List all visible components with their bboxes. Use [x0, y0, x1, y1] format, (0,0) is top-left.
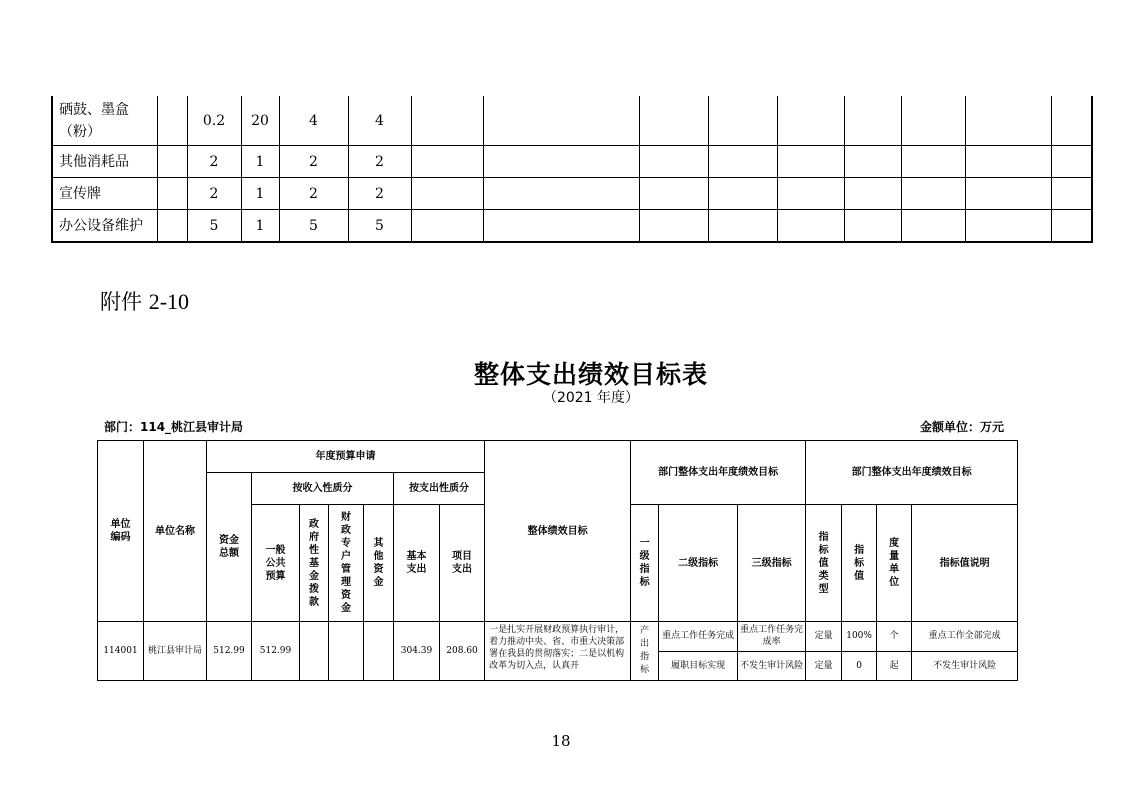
total-amount: 512.99 — [207, 622, 252, 681]
table-row: 114001 桃江县审计局 512.99 512.99 304.39 208.60 一是扎实开展财政预算执行审计，着力推动中央、省、市重大决策部署在我县的贯彻落实；二是以机构改革为切入点，认真开 产出指标 重点工作任务完成 重点工作任务完成率 定量 100% 个 重点工作全部完成 — [98, 622, 1018, 652]
page-number: 18 — [551, 732, 571, 750]
header-special: 财政专户管理资金 — [329, 505, 364, 622]
general-amount: 512.99 — [252, 622, 300, 681]
basic-amount: 304.39 — [394, 622, 440, 681]
table-row: 硒鼓、墨盒（粉） 0.2 20 4 4 — [52, 96, 1092, 146]
item-name: 硒鼓、墨盒（粉） — [52, 96, 157, 146]
header-unit-code: 单位编码 — [98, 441, 144, 622]
header-value: 指标值 — [842, 505, 877, 622]
table-row: 宣传牌 2 1 2 2 — [52, 178, 1092, 210]
table-row: 其他消耗品 2 1 2 2 — [52, 146, 1092, 178]
attachment-label: 附件 2-10 — [100, 289, 190, 314]
header-level3: 三级指标 — [738, 505, 806, 622]
header-measure: 度量单位 — [877, 505, 912, 622]
continuation-table — [51, 96, 1093, 243]
header-dept-goal: 部门整体支出年度绩效目标 — [806, 441, 1018, 505]
header-dept-goal: 部门整体支出年度绩效目标 — [631, 441, 806, 505]
unit-name: 桃江县审计局 — [144, 622, 207, 681]
header-value-type: 指标值类型 — [806, 505, 842, 622]
header-by-income: 按收入性质分 — [252, 473, 394, 505]
header-budget-apply: 年度预算申请 — [207, 441, 485, 473]
project-amount: 208.60 — [440, 622, 485, 681]
amount-unit-label: 金额单位：万元 — [920, 420, 1005, 434]
header-unit-name: 单位名称 — [144, 441, 207, 622]
item-name: 宣传牌 — [52, 178, 157, 210]
table-row: 办公设备维护 5 1 5 5 — [52, 210, 1092, 243]
header-level1: 一级指标 — [631, 505, 659, 622]
header-other: 其他资金 — [364, 505, 394, 622]
header-overall-goal: 整体绩效目标 — [485, 441, 631, 622]
header-gov-fund: 政府性基金拨款 — [300, 505, 329, 622]
table-row: 履职目标实现 不发生审计风险 定量 0 起 不发生审计风险 — [98, 651, 1018, 681]
header-desc: 指标值说明 — [912, 505, 1018, 622]
department-label: 部门：114_桃江县审计局 — [104, 420, 244, 434]
item-name: 其他消耗品 — [52, 146, 157, 178]
overall-goal-text: 一是扎实开展财政预算执行审计，着力推动中央、省、市重大决策部署在我县的贯彻落实；二是以机构改革为切入点，认真开 — [485, 622, 631, 681]
level1-value: 产出指标 — [631, 622, 659, 681]
page-title: 整体支出绩效目标表 — [473, 360, 708, 389]
header-total: 资金总额 — [207, 473, 252, 622]
performance-goal-table — [97, 440, 1018, 681]
unit-code: 114001 — [98, 622, 144, 681]
page-subtitle: （2021 年度） — [542, 390, 640, 406]
header-row — [98, 441, 1018, 473]
header-by-expense: 按支出性质分 — [394, 473, 485, 505]
item-name: 办公设备维护 — [52, 210, 157, 243]
header-level2: 二级指标 — [659, 505, 738, 622]
header-basic: 基本支出 — [394, 505, 440, 622]
header-general: 一般公共预算 — [252, 505, 300, 622]
header-project: 项目支出 — [440, 505, 485, 622]
